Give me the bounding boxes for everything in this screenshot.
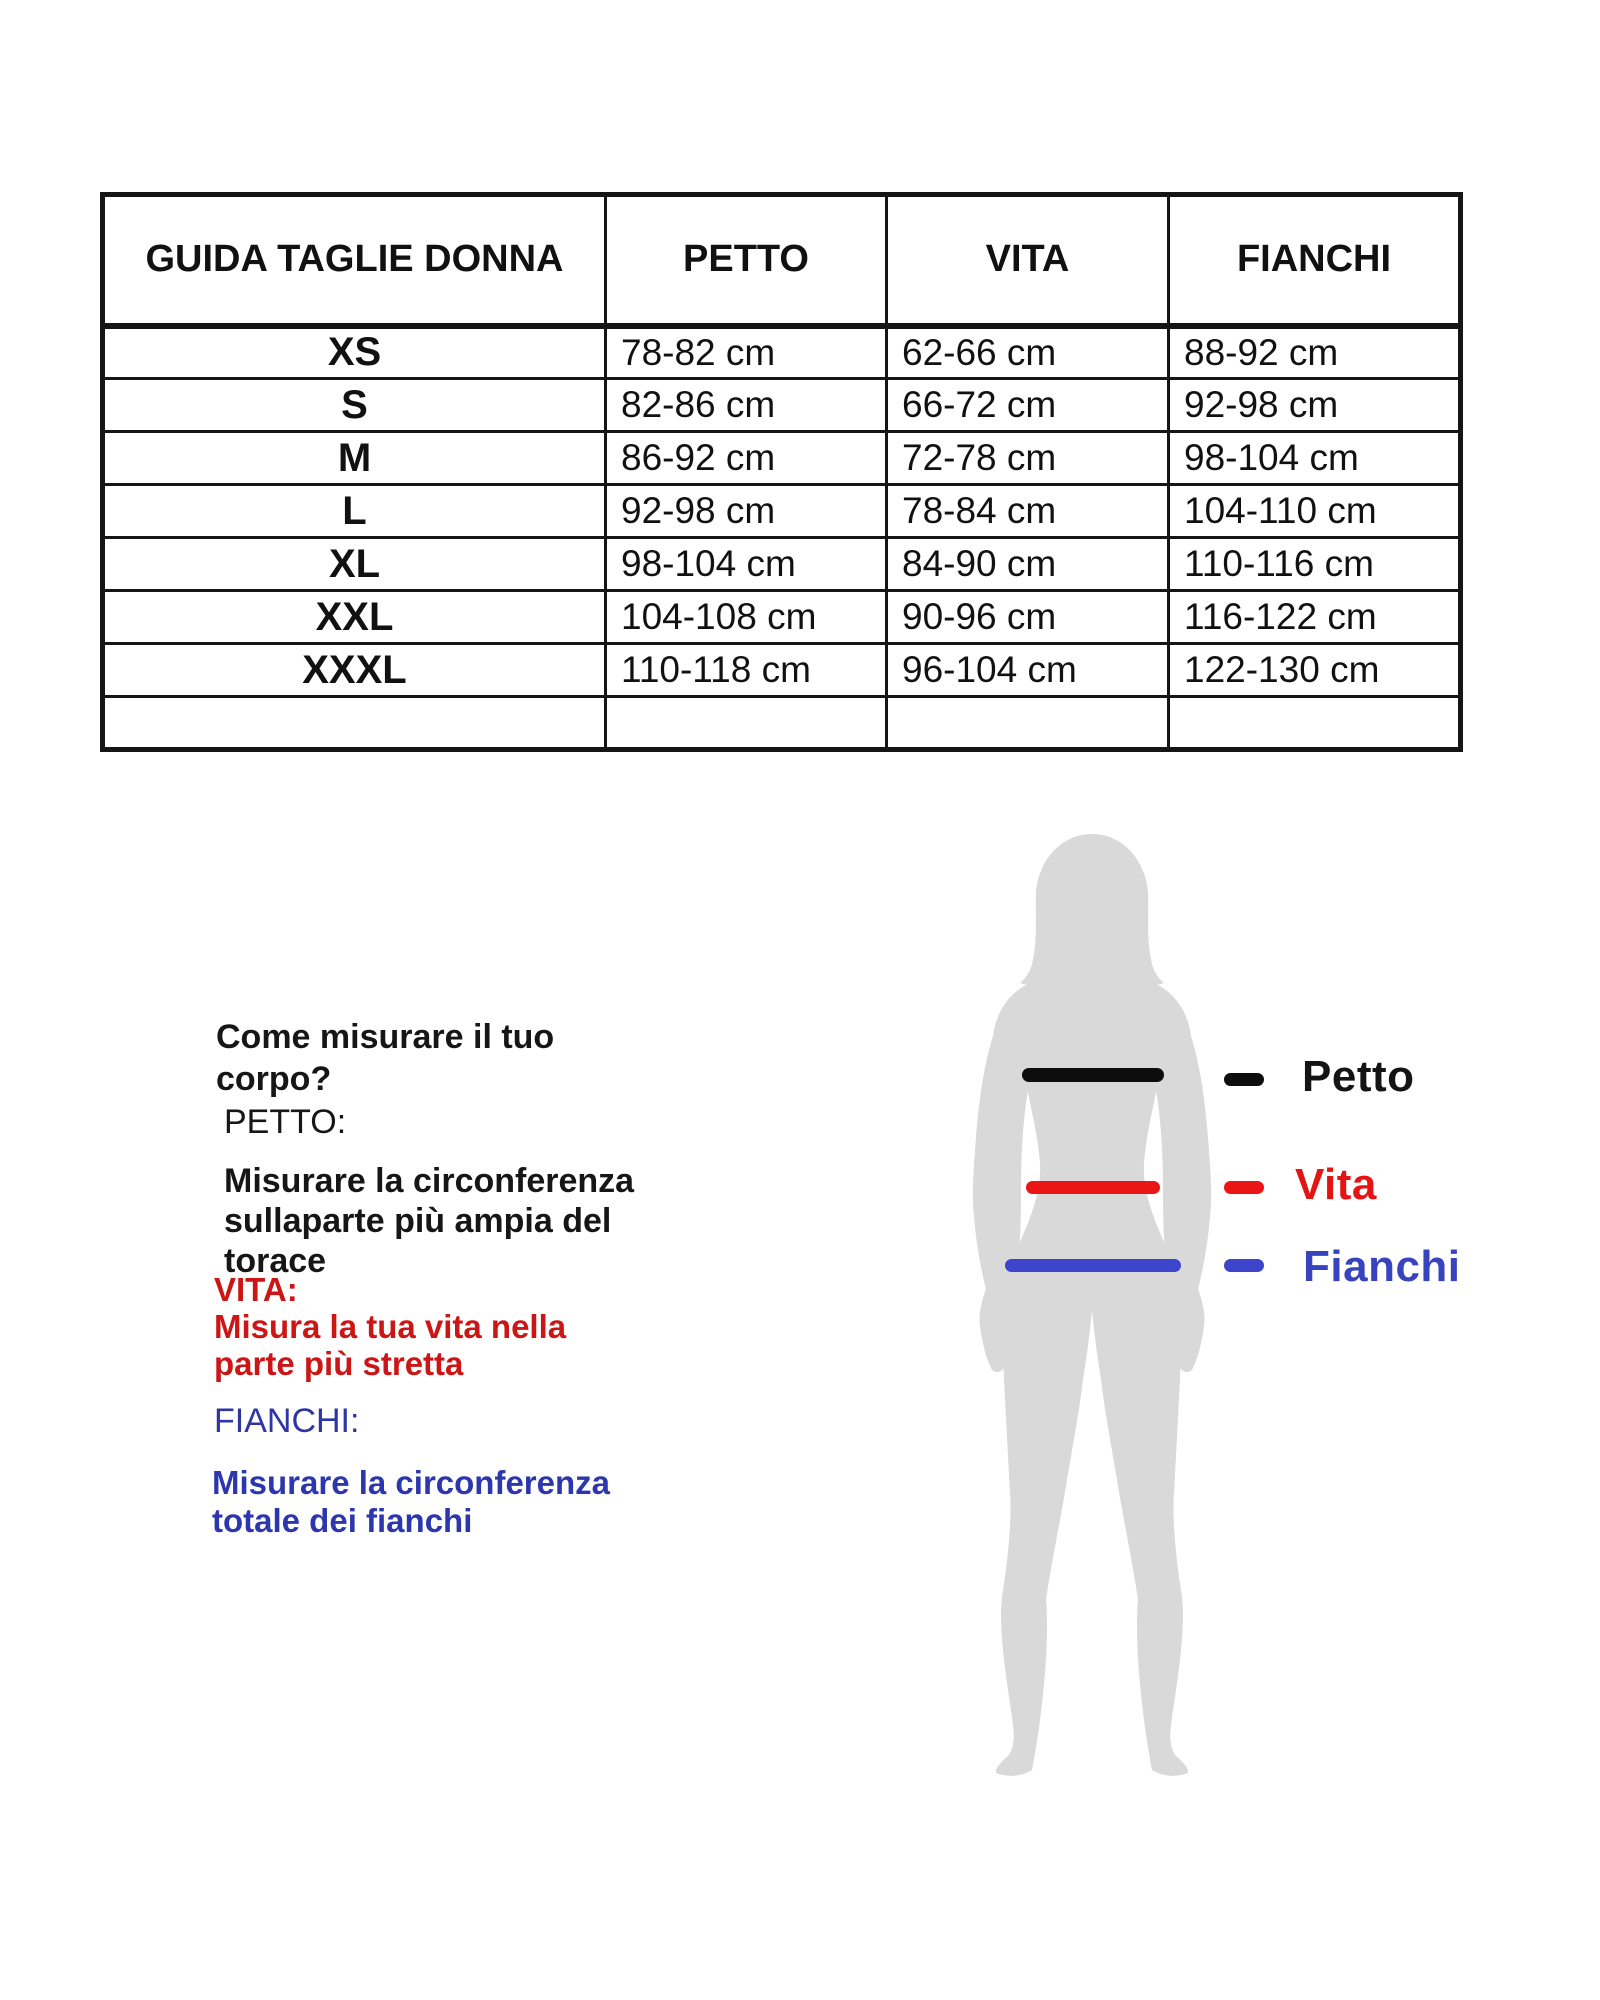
vita-value: 84-90 cm: [887, 538, 1169, 591]
petto-value: 92-98 cm: [606, 485, 887, 538]
fianchi-value: 92-98 cm: [1169, 379, 1461, 432]
fianchi-value: [1169, 697, 1461, 750]
fianchi-heading: FIANCHI:: [214, 1402, 360, 1440]
size-label: XXL: [103, 591, 606, 644]
chest-measure-line: [1022, 1068, 1164, 1082]
petto-value: 104-108 cm: [606, 591, 887, 644]
body-measurement-diagram: [950, 820, 1290, 1780]
vita-value: [887, 697, 1169, 750]
petto-value: 98-104 cm: [606, 538, 887, 591]
size-label: L: [103, 485, 606, 538]
size-label: S: [103, 379, 606, 432]
vita-value: 96-104 cm: [887, 644, 1169, 697]
size-label: M: [103, 432, 606, 485]
fianchi-instruction: Misurare la circonferenza totale dei fianchi: [212, 1464, 610, 1539]
fianchi-value: 110-116 cm: [1169, 538, 1461, 591]
table-row: [103, 379, 1461, 432]
vita-heading: VITA:: [214, 1271, 298, 1308]
petto-value: [606, 697, 887, 750]
vita-dash-icon: [1224, 1181, 1264, 1194]
table-row: [103, 432, 1461, 485]
header-fianchi: FIANCHI: [1169, 195, 1461, 326]
petto-value: 86-92 cm: [606, 432, 887, 485]
table-row: [103, 538, 1461, 591]
petto-value: 78-82 cm: [606, 326, 887, 379]
instructions-title: Come misurare il tuo corpo?: [216, 1018, 555, 1098]
vita-value: 90-96 cm: [887, 591, 1169, 644]
fianchi-legend-label: Fianchi: [1303, 1242, 1461, 1291]
size-label: XXXL: [103, 644, 606, 697]
fianchi-value: 122-130 cm: [1169, 644, 1461, 697]
fianchi-value: 88-92 cm: [1169, 326, 1461, 379]
vita-instruction: Misura la tua vita nella parte più stretta: [214, 1308, 567, 1382]
header-guida-taglie-donna: GUIDA TAGLIE DONNA: [103, 195, 606, 326]
table-row: [103, 644, 1461, 697]
size-label: [103, 697, 606, 750]
petto-value: 110-118 cm: [606, 644, 887, 697]
header-petto: PETTO: [606, 195, 887, 326]
petto-legend-label: Petto: [1302, 1052, 1415, 1101]
fianchi-value: 104-110 cm: [1169, 485, 1461, 538]
table-row-empty: [103, 697, 1461, 750]
fianchi-value: 98-104 cm: [1169, 432, 1461, 485]
vita-instruction-block: [214, 1271, 624, 1382]
size-guide-table: [100, 192, 1463, 752]
size-label: XL: [103, 538, 606, 591]
waist-measure-line: [1026, 1181, 1160, 1194]
petto-value: 82-86 cm: [606, 379, 887, 432]
hips-measure-line: [1005, 1259, 1181, 1272]
vita-legend-label: Vita: [1295, 1160, 1377, 1209]
table-row: [103, 591, 1461, 644]
petto-instruction: Misurare la circonferenza sullaparte più ampia del torace: [224, 1162, 635, 1280]
fianchi-dash-icon: [1224, 1259, 1264, 1272]
size-label: XS: [103, 326, 606, 379]
vita-value: 62-66 cm: [887, 326, 1169, 379]
vita-value: 78-84 cm: [887, 485, 1169, 538]
fianchi-value: 116-122 cm: [1169, 591, 1461, 644]
header-vita: VITA: [887, 195, 1169, 326]
table-row: [103, 485, 1461, 538]
petto-heading: PETTO:: [224, 1103, 347, 1141]
vita-value: 66-72 cm: [887, 379, 1169, 432]
petto-dash-icon: [1224, 1073, 1264, 1086]
vita-value: 72-78 cm: [887, 432, 1169, 485]
table-header-row: [103, 195, 1461, 326]
table-row: [103, 326, 1461, 379]
